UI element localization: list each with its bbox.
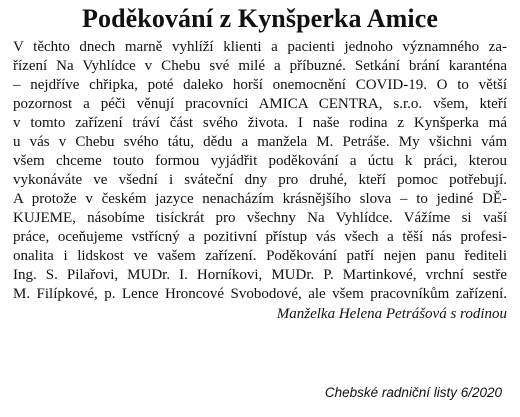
article-body xyxy=(13,38,507,324)
body-line: všem chceme touto formou vyjádřit poděkování a úctu k práci, kterou xyxy=(13,153,507,169)
article-signature: Manželka Helena Petrášová s rodinou xyxy=(276,306,507,322)
body-line: vykonáváte ve všední i sváteční dny pro druhé, kteří pomoc potřebují. xyxy=(13,172,507,188)
body-line: pozornost a péči věnují pracovníci AMICA CENTRA, s.r.o. všem, kteří xyxy=(13,96,507,112)
body-line: A protože v českém jazyce nenacházím krásnějšího slova – to jediné DĚ- xyxy=(13,191,507,207)
body-line: KUJEME, násobíme tisíckrát pro všechny Na Vyhlídce. Vážíme si vaší xyxy=(13,210,507,226)
source-citation: Chebské radniční listy 6/2020 xyxy=(324,385,502,400)
body-line: v tomto zařízení tráví část svého života. I naše rodina z Kynšperka má xyxy=(13,115,507,131)
body-line: u vás v Chebu svého tátu, dědu a manžela M. Petráše. My všichni vám xyxy=(13,134,507,150)
body-line: Ing. S. Pilařovi, MUDr. I. Horníkovi, MUDr. P. Martinkové, vrchní sestře xyxy=(13,267,507,283)
body-line: onalita i lidskost ve vašem zařízení. Poděkování patří nejen panu řediteli xyxy=(13,248,507,264)
body-line: M. Filípkové, p. Lence Hroncové Svobodové, ale všem pracovníkům zařízení. xyxy=(13,286,507,302)
article xyxy=(13,2,507,324)
body-line: V těchto dnech marně vyhlíží klienti a pacienti jednoho významného za- xyxy=(13,39,507,55)
body-line: práce, oceňujeme vstřícný a pozitivní přístup vás všech a těší nás profesi- xyxy=(13,229,507,245)
body-line: – nejdříve chřipka, poté daleko horší onemocnění COVID-19. O to větší xyxy=(13,77,507,93)
body-line: řízení Na Vyhlídce v Chebu své milé a příbuzné. Setkání brání karanténa xyxy=(13,58,507,74)
article-title: Poděkování z Kynšperka Amice xyxy=(82,4,438,33)
